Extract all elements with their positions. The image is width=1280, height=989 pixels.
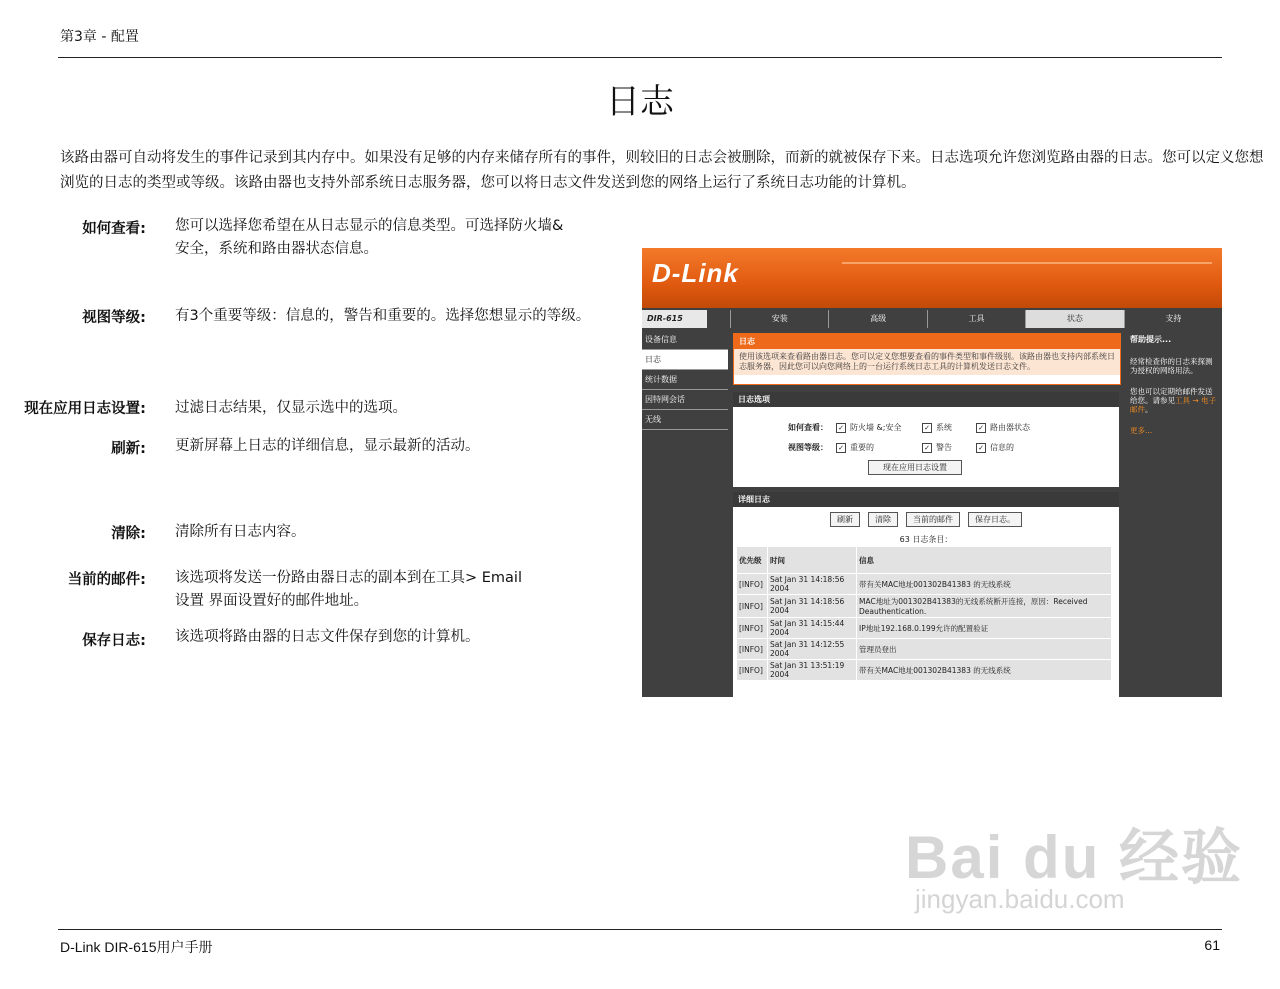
term-how-to-view: 如何查看: bbox=[82, 221, 146, 237]
row-time: Sat Jan 31 13:51:19 2004 bbox=[768, 660, 857, 681]
term-save-log: 保存日志: bbox=[82, 633, 146, 649]
tab-status[interactable]: 状态 bbox=[1025, 310, 1123, 328]
banner-stripe bbox=[842, 262, 1212, 264]
desc-refresh: 更新屏幕上日志的详细信息，显示最新的活动。 bbox=[175, 438, 480, 454]
table-row bbox=[737, 660, 1112, 681]
save-log-button[interactable]: 保存日志。 bbox=[968, 512, 1022, 527]
desc-email-now: 该选项将发送一份路由器日志的副本到在工具> Email设置 界面设置好的邮件地址。 bbox=[175, 570, 522, 609]
row-message: 带有关MAC地址001302B41383 的无线系统 bbox=[857, 574, 1112, 595]
help-more-link[interactable]: 更多... bbox=[1130, 426, 1153, 435]
system-checkbox[interactable]: ✓ bbox=[922, 423, 932, 433]
page-title: 日志 bbox=[606, 82, 674, 122]
log-count: 63 日志条目： bbox=[899, 535, 953, 544]
desc-save-log: 该选项将路由器的日志文件保存到您的计算机。 bbox=[175, 629, 480, 645]
dlink-banner bbox=[642, 248, 1222, 308]
row-priority: [INFO] bbox=[737, 660, 768, 681]
info-checkbox[interactable]: ✓ bbox=[976, 443, 986, 453]
log-options-box bbox=[733, 392, 1119, 487]
system-label: 系统 bbox=[936, 423, 952, 432]
row-time: Sat Jan 31 14:18:56 2004 bbox=[768, 595, 857, 618]
term-email-now: 当前的邮件: bbox=[67, 572, 146, 588]
router-status-label: 路由器状态 bbox=[990, 423, 1030, 432]
tab-support[interactable]: 支持 bbox=[1124, 310, 1222, 328]
warning-checkbox[interactable]: ✓ bbox=[922, 443, 932, 453]
row-time: Sat Jan 31 14:12:55 2004 bbox=[768, 639, 857, 660]
row-message: 带有关MAC地址001302B41383 的无线系统 bbox=[857, 660, 1112, 681]
firewall-label: 防火墙 &;安全 bbox=[850, 423, 902, 432]
email-now-button[interactable]: 当前的邮件 bbox=[906, 512, 960, 527]
help-panel bbox=[1126, 330, 1222, 697]
row-priority: [INFO] bbox=[737, 595, 768, 618]
nav-internet-sessions[interactable]: 因特网会话 bbox=[642, 390, 728, 410]
nav-wireless[interactable]: 无线 bbox=[642, 410, 728, 430]
tab-tools[interactable]: 工具 bbox=[927, 310, 1025, 328]
log-intro-box bbox=[733, 333, 1121, 385]
refresh-button[interactable]: 刷新 bbox=[830, 512, 860, 527]
page-number: 61 bbox=[1204, 937, 1220, 953]
help-text-2-suffix: 。 bbox=[1145, 405, 1153, 414]
footer-manual-title: D-Link DIR-615用户手册 bbox=[60, 939, 213, 955]
row-message: IP地址192.168.0.199允许的配置验证 bbox=[857, 618, 1112, 639]
main-panel bbox=[730, 330, 1124, 697]
desc-clear: 清除所有日志内容。 bbox=[175, 524, 306, 540]
nav-device-info[interactable]: 设备信息 bbox=[642, 330, 728, 350]
desc-apply-log-settings: 过滤日志结果，仅显示选中的选项。 bbox=[175, 400, 407, 416]
warning-label: 警告 bbox=[936, 443, 952, 452]
log-table-header bbox=[737, 547, 1112, 574]
table-row bbox=[737, 574, 1112, 595]
col-time: 时间 bbox=[768, 547, 857, 574]
log-table bbox=[736, 546, 1112, 681]
nav-statistics[interactable]: 统计数据 bbox=[642, 370, 728, 390]
row-message: MAC地址为001302B41383的无线系统断开连接，原因：Received Deauthentication. bbox=[857, 595, 1112, 618]
desc-how-to-view: 您可以选择您希望在从日志显示的信息类型。可选择防火墙&安全，系统和路由器状态信息。 bbox=[175, 218, 564, 257]
watermark-logo-text: Bai du 经验 bbox=[905, 824, 1244, 891]
log-details-box bbox=[733, 492, 1119, 697]
log-box-text: 使用该选项来查看路由器日志。您可以定义您想要查看的事件类型和事件级别。该路由器也支持内部系统日志服务器，因此您可以向您网络上的一台运行系统日志工具的计算机发送日志文件。 bbox=[734, 349, 1120, 375]
row-message: 管理员登出 bbox=[857, 639, 1112, 660]
footer-rule bbox=[58, 929, 1222, 930]
table-row bbox=[737, 618, 1112, 639]
clear-button[interactable]: 清除 bbox=[868, 512, 898, 527]
help-heading: 帮助提示... bbox=[1130, 335, 1172, 344]
dlink-logo: D-Link bbox=[652, 258, 739, 288]
col-message: 信息 bbox=[857, 547, 1112, 574]
log-options-heading: 日志选项 bbox=[733, 392, 1119, 407]
row-priority: [INFO] bbox=[737, 639, 768, 660]
tab-setup[interactable]: 安装 bbox=[730, 310, 828, 328]
view-level-label: 视图等级： bbox=[788, 443, 828, 452]
watermark-url: jingyan.baidu.com bbox=[915, 884, 1125, 914]
help-text-1: 经常检查你的日志来探测为授权的网络用法。 bbox=[1130, 357, 1213, 375]
term-apply-log-settings: 现在应用日志设置: bbox=[24, 401, 146, 417]
log-buttons-row bbox=[733, 512, 1119, 527]
chapter-header: 第3章 - 配置 bbox=[60, 29, 139, 45]
help-tools-email-link[interactable]: 工具 → 电子邮件 bbox=[1130, 396, 1217, 414]
tab-advanced[interactable]: 高级 bbox=[828, 310, 926, 328]
model-label: DIR-615 bbox=[642, 310, 707, 328]
router-status-checkbox[interactable]: ✓ bbox=[976, 423, 986, 433]
baidu-watermark bbox=[905, 810, 1244, 914]
critical-label: 重要的 bbox=[850, 443, 874, 452]
intro-paragraph: 该路由器可自动将发生的事件记录到其内存中。如果没有足够的内存来储存所有的事件，则较旧的日志会被删除，而新的就被保存下来。日志选项允许您浏览路由器的日志。您可以定义您想浏览的日志的类型或等级。该路由器也支持外部系统日志服务器，您可以将日志文件发送到您的网络上运行了系统日志功能的计算机。 bbox=[60, 150, 1264, 191]
firewall-checkbox[interactable]: ✓ bbox=[836, 423, 846, 433]
table-row bbox=[737, 595, 1112, 618]
what-to-view-label: 如何查看： bbox=[788, 423, 828, 432]
row-time: Sat Jan 31 14:18:56 2004 bbox=[768, 574, 857, 595]
col-priority: 优先级 bbox=[737, 547, 768, 574]
row-priority: [INFO] bbox=[737, 618, 768, 639]
view-level-row bbox=[733, 442, 1119, 453]
top-tabs bbox=[730, 310, 1222, 328]
info-label: 信息的 bbox=[990, 443, 1014, 452]
router-log-screenshot bbox=[642, 248, 1222, 697]
desc-view-level: 有3个重要等级：信息的，警告和重要的。选择您想显示的等级。 bbox=[175, 308, 591, 324]
critical-checkbox[interactable]: ✓ bbox=[836, 443, 846, 453]
help-text-2-prefix: 您也可以定期给邮件发送给您。请参见 bbox=[1130, 387, 1213, 405]
nav-log[interactable]: 日志 bbox=[642, 350, 728, 370]
term-refresh: 刷新: bbox=[111, 441, 146, 457]
table-row bbox=[737, 639, 1112, 660]
side-nav bbox=[642, 330, 728, 697]
help-text-2 bbox=[1126, 385, 1222, 416]
log-details-heading: 详细日志 bbox=[733, 492, 1119, 507]
term-clear: 清除: bbox=[111, 526, 146, 542]
row-priority: [INFO] bbox=[737, 574, 768, 595]
header-rule bbox=[58, 57, 1222, 58]
term-view-level: 视图等级: bbox=[82, 310, 146, 326]
apply-log-settings-button[interactable]: 现在应用日志设置 bbox=[868, 460, 962, 475]
what-to-view-row bbox=[733, 422, 1119, 433]
log-box-heading: 日志 bbox=[734, 334, 1120, 349]
row-time: Sat Jan 31 14:15:44 2004 bbox=[768, 618, 857, 639]
